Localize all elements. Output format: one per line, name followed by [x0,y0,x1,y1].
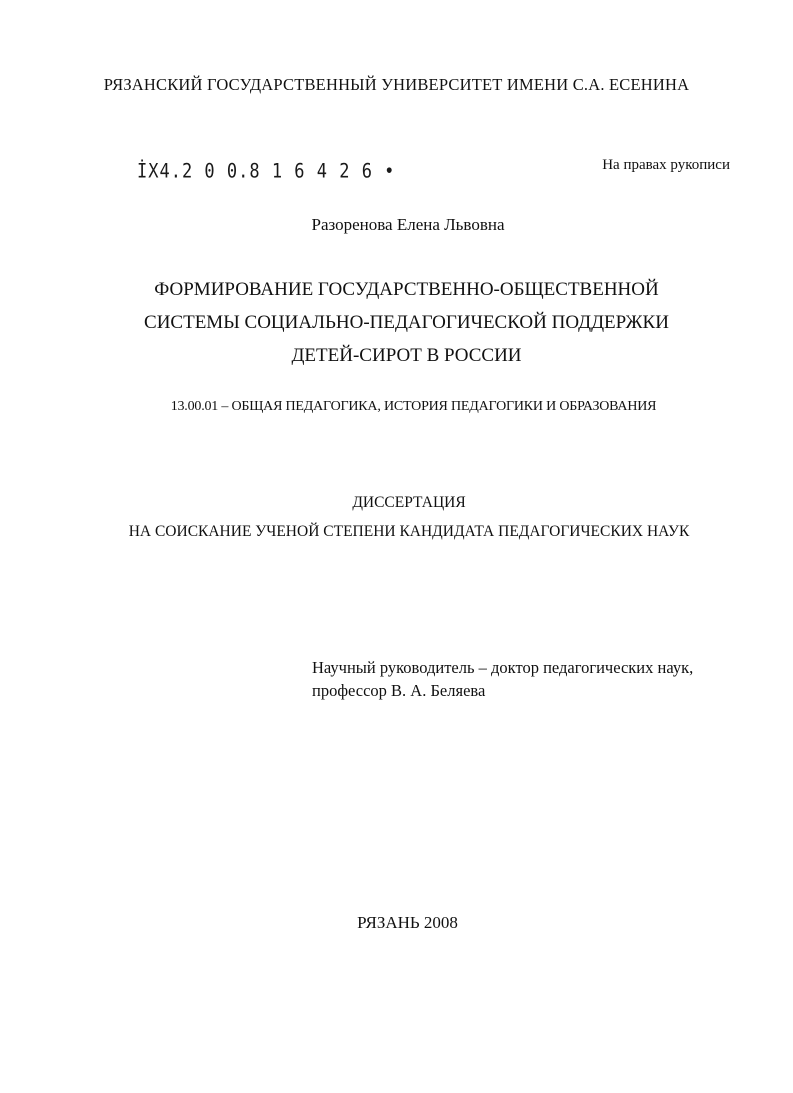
thesis-title-line: СИСТЕМЫ СОЦИАЛЬНО-ПЕДАГОГИЧЕСКОЙ ПОДДЕРЖКИ [144,312,669,333]
thesis-title-line: ФОРМИРОВАНИЕ ГОСУДАРСТВЕННО-ОБЩЕСТВЕННОЙ [154,279,659,300]
thesis-title-line: ДЕТЕЙ-СИРОТ В РОССИИ [291,345,522,366]
supervisor-title: Научный руководитель – доктор педагогических наук, [312,658,694,677]
supervisor-block [312,656,693,702]
dissertation-block [0,488,793,546]
author-name: Разоренова Елена Львовна [311,215,505,234]
dissertation-label: ДИССЕРТАЦИЯ [352,494,466,511]
supervisor-name: профессор В. А. Беляева [312,681,486,700]
specialty-code: 13.00.01 – ОБЩАЯ ПЕДАГОГИКА, ИСТОРИЯ ПЕДАГОГИКИ И ОБРАЗОВАНИЯ [170,399,657,414]
manuscript-rights-label: На правах рукописи [602,157,730,173]
university-name: РЯЗАНСКИЙ ГОСУДАРСТВЕННЫЙ УНИВЕРСИТЕТ ИМЕНИ С.А. ЕСЕНИНА [103,75,690,94]
city-year: РЯЗАНЬ 2008 [357,913,458,932]
degree-description: НА СОИСКАНИЕ УЧЕНОЙ СТЕПЕНИ КАНДИДАТА ПЕДАГОГИЧЕСКИХ НАУК [128,523,690,540]
thesis-title [0,273,793,372]
archive-stamp-number: İХ4.2 0 0.8 1 6 4 2 6 • [137,160,396,183]
